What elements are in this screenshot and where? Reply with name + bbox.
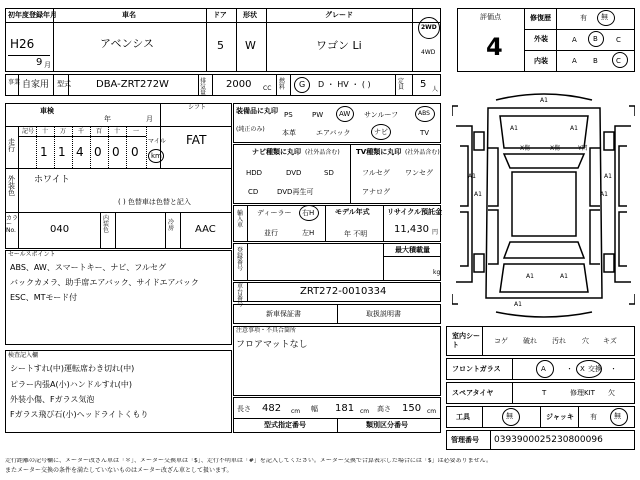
sales-label: セールスポイント	[8, 251, 56, 258]
mileage-digit-3: 0	[94, 145, 102, 159]
inspector-section	[5, 350, 232, 433]
digit-header-3: 千	[78, 128, 85, 135]
ac-label: 冷房	[168, 219, 175, 232]
repair-label: 修復歴	[530, 14, 551, 22]
model-label: 型式	[57, 80, 71, 88]
ext-grade-a: A	[572, 36, 577, 44]
inspector-label: 検査記入欄	[8, 352, 39, 359]
new-car-cert: 新車保証書	[266, 310, 301, 318]
repair-no: 無	[601, 13, 608, 21]
front-glass-label: フロントガラス	[452, 365, 501, 373]
equipment-subtitle: (純正のみ)	[236, 126, 265, 133]
doors-label: ドア	[213, 11, 227, 19]
front-glass-a: A	[541, 365, 546, 373]
displacement-value: 2000	[226, 79, 252, 90]
mileage-digit-0: 1	[40, 145, 48, 159]
sales-line-1: バックカメラ、助手席エアバック、サイドエアバック	[10, 278, 199, 287]
damage-label-1: A1	[510, 125, 518, 132]
seat-tear: 破れ	[523, 337, 537, 345]
car-name-label: 車名	[122, 11, 136, 19]
int-grade-b: B	[593, 57, 598, 65]
equip-navi: ナビ	[374, 128, 388, 136]
damage-label-2: A1	[570, 125, 578, 132]
navi-dvd-play: DVD再生可	[277, 188, 314, 196]
length-label: 長さ	[237, 405, 251, 413]
color-change-note: ( ) 色替車は色替と記入	[118, 198, 191, 206]
digit-header-4: 百	[96, 128, 103, 135]
management-label: 管理番号	[451, 436, 479, 444]
front-glass-dot2: ・	[610, 365, 617, 373]
manual: 取扱説明書	[366, 310, 401, 318]
inspector-line-1: ピラー内張A(小)ハンドルすれ(中)	[10, 380, 132, 389]
notes-label: 注意事項・不具合箇所	[236, 327, 297, 334]
repair-yes: 有	[580, 14, 587, 22]
exterior-color-value: ホワイト	[34, 175, 70, 185]
fuel-g: G	[299, 80, 306, 89]
km-label: km	[151, 152, 162, 160]
use-label: 自家用	[22, 80, 50, 90]
shift-label: シフト	[188, 104, 207, 111]
exterior-grade-label: 外装	[534, 35, 548, 43]
width-label: 幅	[311, 405, 318, 413]
type-cert-label: 型式指定番号	[264, 421, 306, 429]
spare-t: T	[542, 389, 547, 397]
management-number: 0393900025230800096	[494, 435, 603, 445]
model-year-label: モデル年式	[335, 208, 370, 216]
navi-sub: (社外品含む)	[305, 149, 340, 156]
grade-value: ワゴン Li	[316, 39, 362, 52]
equip-tv: TV	[420, 129, 430, 137]
shape-label: 形状	[243, 11, 257, 19]
digit-header-5: 十	[114, 128, 121, 135]
interior-seat-label: 室内シート	[452, 332, 480, 350]
damage-label-10: A1	[526, 273, 534, 280]
int-grade-a: A	[572, 57, 577, 65]
front-glass-replaced: 交換	[588, 365, 602, 373]
car-outline-svg	[452, 86, 635, 322]
color-no-value: 040	[50, 224, 70, 235]
equipment-title: 装備品に丸印	[236, 107, 278, 115]
inspector-line-2: 外装小傷、Fガラス気泡	[10, 395, 95, 404]
mileage-digit-4: 0	[112, 145, 120, 159]
inspection-month-unit: 月	[146, 115, 153, 123]
import-label: 輸入車	[237, 210, 244, 229]
color-no-label: カラーNo.	[6, 215, 19, 234]
footer-line-2: またメーター交換の条件を満たしていないものはメーター改ざん車として扱います。	[5, 467, 233, 474]
import-right: 右H	[302, 209, 315, 217]
capacity-label: 定員	[398, 78, 405, 91]
tv-fullseg: フルセグ	[362, 169, 390, 177]
navi-sd: SD	[324, 169, 334, 177]
import-left: 左H	[302, 229, 315, 237]
damage-label-6: A1	[600, 191, 608, 198]
front-glass-dot1: ・	[566, 365, 573, 373]
damage-label-4: A1	[604, 173, 612, 180]
damage-label-8: X傷	[520, 145, 531, 152]
interior-color-label: 内装色	[103, 215, 110, 234]
first-reg-label: 初年度登録年月	[8, 11, 57, 19]
digit-header-1: 十	[42, 128, 49, 135]
width-unit: cm	[360, 408, 370, 415]
fuel-options: D ・ HV ・ ( )	[318, 80, 371, 89]
int-grade-c: C	[616, 57, 621, 65]
import-parallel: 並行	[264, 229, 278, 237]
doors-value: 5	[217, 39, 224, 52]
fuel-label: 燃料	[279, 78, 286, 91]
footer-line-1: 走行距離の記号欄に、メーター改ざん車は「＊」、メーター交換車は「$」、走行不明車は「#」を記入してください。メーター交換で合算表示した場合には「$」は必要ありません。	[5, 458, 493, 464]
recycle-value: 11,430	[394, 224, 429, 235]
damage-label-11: A1	[514, 301, 522, 308]
drive-2wd: 2WD	[421, 24, 437, 31]
import-dealer: ディーラー	[257, 209, 292, 217]
car-name: アベンシス	[100, 37, 154, 50]
recycle-unit: 円	[432, 229, 439, 236]
navi-hdd: HDD	[246, 169, 263, 177]
max-load-label: 最大積載量	[395, 246, 430, 254]
seat-stain: 汚れ	[552, 337, 566, 345]
model-value: DBA-ZRT272W	[96, 79, 169, 90]
ac-value: AAC	[195, 224, 216, 235]
equip-abs: ABS	[418, 110, 430, 117]
shift-value: FAT	[186, 133, 207, 147]
spare-missing: 欠	[608, 389, 615, 397]
capacity-value: 5	[420, 79, 427, 90]
jack-yes: 有	[590, 413, 597, 421]
seat-hole: 穴	[582, 337, 589, 345]
capacity-unit: 人	[432, 86, 439, 93]
exterior-color-label: 外装色	[8, 175, 15, 197]
sales-line-2: ESC、MTモード付	[10, 293, 78, 302]
seat-burn: コゲ	[494, 337, 508, 345]
equip-airbag: エアバック	[316, 129, 351, 137]
tv-oneseg: ワンセグ	[405, 169, 433, 177]
reg-type-label: 事業	[8, 79, 21, 86]
height-unit: cm	[427, 408, 437, 415]
length-value: 482	[262, 403, 282, 414]
height-label: 高さ	[377, 405, 391, 413]
class-label: 類別区分番号	[366, 421, 408, 429]
tools-label: 工具	[456, 413, 470, 421]
mileage-digit-5: 0	[131, 145, 139, 159]
spare-label: スペアタイヤ	[452, 389, 494, 397]
displacement-unit: CC	[263, 85, 272, 92]
inspection-label: 車検	[40, 107, 54, 115]
damage-label-0: A1	[540, 97, 548, 104]
sales-line-0: ABS、AW、スマートキー、ナビ、フルセグ	[10, 263, 166, 272]
equip-leather: 本革	[282, 129, 296, 137]
notes-section	[233, 326, 441, 396]
equip-ps: PS	[284, 111, 293, 119]
ext-grade-b: B	[593, 35, 598, 43]
jack-label: ジャッキ	[546, 413, 574, 421]
equip-aw: AW	[339, 110, 351, 118]
grade-label: グレード	[325, 11, 353, 19]
ext-grade-c: C	[616, 36, 621, 44]
chassis-label: 車台番号	[237, 283, 244, 308]
max-load-unit: kg	[433, 269, 441, 276]
model-year-value: 年 不明	[344, 230, 368, 238]
first-reg-month-unit: 月	[44, 61, 51, 69]
inspector-line-0: シートすれ(中)運転席わき切れ(中)	[10, 364, 135, 373]
navi-dvd: DVD	[286, 169, 302, 177]
digit-header-6: 一	[133, 128, 140, 135]
height-value: 150	[402, 403, 422, 414]
damage-label-5: A1	[474, 191, 482, 198]
score-label: 評価点	[480, 13, 501, 21]
navi-cd: CD	[248, 188, 259, 196]
tv-sub: (社外品含む)	[405, 149, 440, 156]
tv-title: TV種類に丸印	[356, 148, 402, 156]
tv-analog: アナログ	[362, 188, 390, 196]
notes-value: フロアマットなし	[236, 340, 308, 350]
spare-kit: 修理KIT	[570, 389, 595, 397]
width-value: 181	[335, 403, 355, 414]
damage-label-7: Y凹	[578, 145, 588, 152]
inspection-year-unit: 年	[104, 115, 111, 123]
score-value: 4	[486, 33, 503, 61]
damage-label-3: A1	[468, 173, 476, 180]
first-reg-month: 9	[36, 57, 43, 68]
inspector-line-3: Fガラス飛び石(小)ヘッドライトくもり	[10, 410, 149, 419]
equip-pw: PW	[312, 111, 324, 119]
equip-sunroof: サンルーフ	[364, 111, 399, 119]
recycle-label: リサイクル預託金	[387, 208, 443, 216]
shape-value: W	[245, 39, 256, 52]
damage-label-12: A1	[560, 273, 568, 280]
seat-scratch: キズ	[603, 337, 617, 345]
chassis-value: ZRT272-0010334	[300, 286, 387, 297]
first-reg-year: H26	[10, 37, 35, 51]
length-unit: cm	[291, 408, 301, 415]
navi-title: ナビ種類に丸印	[252, 148, 301, 156]
digit-header-2: 万	[60, 128, 67, 135]
car-damage-diagram	[452, 86, 635, 322]
mileage-label: 走行	[8, 138, 15, 153]
interior-grade-label: 内装	[534, 57, 548, 65]
displacement-label: 排気量	[200, 78, 207, 97]
mileage-digit-2: 4	[76, 145, 84, 159]
front-glass-x: X	[580, 365, 585, 373]
drive-4wd: 4WD	[421, 49, 436, 56]
mile-label: マイル	[148, 138, 166, 145]
jack-no: 無	[614, 412, 621, 420]
mileage-digit-1: 1	[58, 145, 66, 159]
damage-label-9: X傷	[550, 145, 561, 152]
reg-number-label: 登録番号	[237, 247, 244, 272]
digit-header-0: 記号	[22, 128, 35, 135]
tools-value: 無	[506, 412, 513, 420]
